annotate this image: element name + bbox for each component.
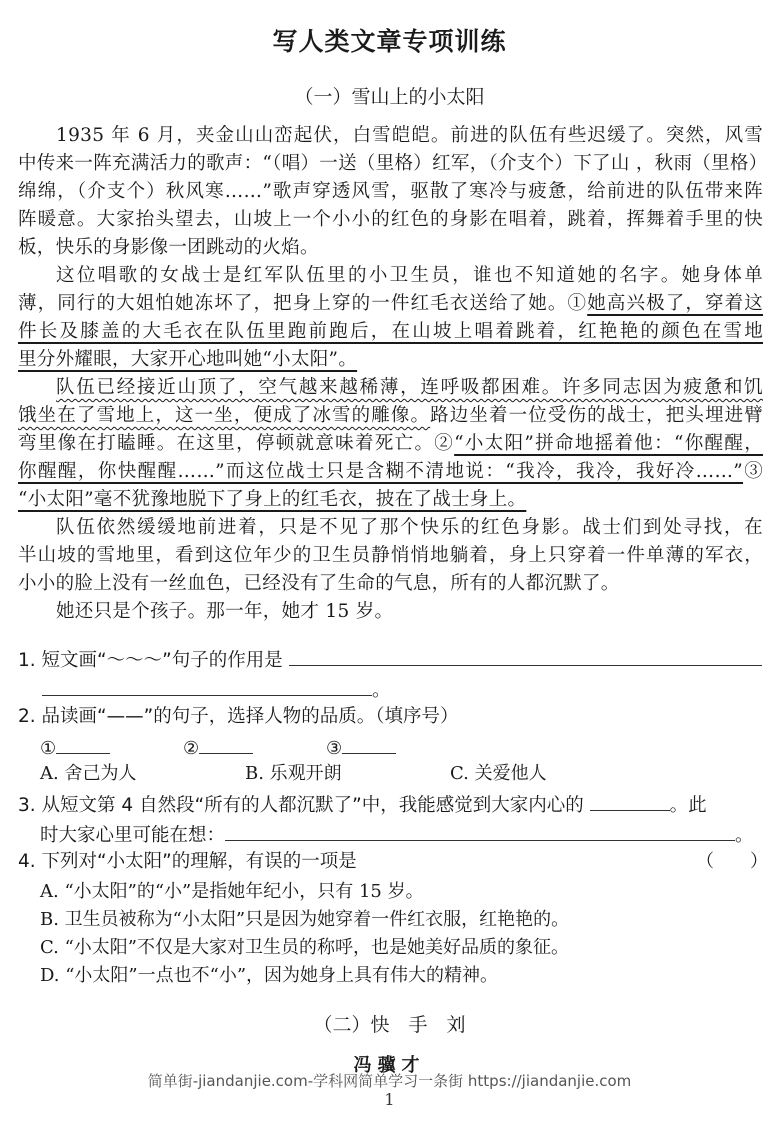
- blank-label: ②: [183, 738, 200, 759]
- blank-1: [40, 735, 110, 761]
- blank-3: [326, 735, 396, 761]
- passage-p4-line3: 小小的脸上没有一丝血色，已经没有了生命的气息，所有的人都沉默了。: [18, 573, 620, 594]
- blank-label: ③: [326, 738, 343, 759]
- watermark: 简单街-jiandanjie.com-学科网简单学习一条街 https://jiandanjie.com: [147, 1072, 632, 1090]
- passage-p3-line2: [18, 404, 763, 428]
- option-a: A. “小太阳”的“小”是指她年纪小，只有 15 岁。: [40, 881, 424, 902]
- question-1-cont: [18, 677, 763, 703]
- section-1-title: （一）雪山上的小太阳: [294, 86, 485, 108]
- answer-blank[interactable]: [342, 735, 396, 754]
- answer-blank[interactable]: [590, 792, 670, 811]
- question-text: 下列对“小太阳”的理解，有误的一项是: [41, 851, 357, 872]
- answer-blank[interactable]: [225, 822, 735, 841]
- question-text: 从短文第 4 自然段“所有的人都沉默了”中，我能感觉到大家内心的: [41, 795, 584, 816]
- passage-p3-line3: [18, 432, 763, 456]
- question-number: 3.: [18, 795, 36, 816]
- passage-p1-line4: 阵暖意。大家抬头望去，山坡上一个小小的红色的身影在唱着，跳着，挥舞着手里的快: [18, 209, 763, 230]
- option-b: B. 卫生员被称为“小太阳”只是因为她穿着一件红衣服，红艳艳的。: [40, 909, 570, 930]
- passage-p2-line1: 这位唱歌的女战士是红军队伍里的小卫生员，谁也不知道她的名字。她身体单: [56, 265, 763, 286]
- question-text: 。此: [669, 795, 707, 816]
- question-3: [18, 792, 763, 818]
- marker-3: ③: [743, 461, 763, 482]
- passage-p1-line3: 绵绵，（介支个）秋风寒……”歌声穿透风雪，驱散了寒冷与疲惫，给前进的队伍带来阵: [18, 181, 763, 202]
- passage-p2-line3: [18, 320, 763, 344]
- answer-blank[interactable]: [42, 677, 372, 696]
- option-d: D. “小太阳”一点也不“小”，因为她身上具有伟大的精神。: [40, 965, 499, 986]
- question-number: 2.: [18, 706, 36, 727]
- blank-label: ①: [40, 738, 57, 759]
- author: 冯骥才: [353, 1055, 426, 1076]
- question-text: 品读画“——”的句子，选择人物的品质。（填序号）: [41, 706, 459, 727]
- underlined-sentence-3: “小太阳”毫不犹豫地脱下了身上的红毛衣，披在了战士身上。: [18, 489, 527, 510]
- blank-2: [183, 735, 253, 761]
- page-title: 写人类文章专项训练: [272, 27, 507, 56]
- section-2-title: （二）快 手 刘: [313, 1014, 466, 1036]
- passage-text: 路边坐着一位受伤的战士，把头埋进臂: [430, 405, 763, 426]
- underlined-sentence-1: 里分外耀眼，大家开心地叫她“小太阳”。: [18, 349, 358, 370]
- answer-blank[interactable]: [289, 647, 762, 666]
- passage-p1-line2: 中传来一阵充满活力的歌声：“（唱）一送（里格）红军，（介支个）下了山 ，秋雨（里格）: [18, 153, 768, 174]
- passage-p3-line4: [18, 460, 763, 484]
- passage-text: 弯里像在打瞌睡。在这里，停顿就意味着死亡。②: [18, 433, 455, 454]
- wavy-sentence: 饿坐在了雪地上，这一坐，便成了冰雪的雕像。: [18, 405, 431, 426]
- question-3-cont: [40, 822, 779, 848]
- passage-p2-line4: [18, 348, 763, 372]
- question-text: 时大家心里可能在想：: [40, 825, 226, 846]
- option-b: B. 乐观开朗: [245, 763, 342, 784]
- period: 。: [372, 680, 391, 701]
- passage-p1-line1: 1935 年 6 月，夹金山山峦起伏，白雪皑皑。前进的队伍有些迟缓了。突然，风雪: [56, 125, 763, 146]
- passage-p1-line5: 板，快乐的身影像一团跳动的火焰。: [18, 237, 319, 258]
- passage-p5: 她还只是个孩子。那一年，她才 15 岁。: [56, 601, 394, 622]
- question-1: [18, 647, 763, 673]
- option-c: C. “小太阳”不仅是大家对卫生员的称呼，也是她美好品质的象征。: [40, 937, 569, 958]
- passage-p3-line5: [18, 488, 763, 512]
- answer-blank[interactable]: [199, 735, 253, 754]
- passage-text: 薄，同行的大姐怕她冻坏了，把身上穿的一件红毛衣送给了她。①: [18, 293, 588, 314]
- period: 。: [735, 825, 754, 846]
- question-4: [18, 850, 763, 874]
- answer-blank[interactable]: [56, 735, 110, 754]
- underlined-sentence-1: 件长及膝盖的大毛衣在队伍里跑前跑后，在山坡上唱着跳着，红艳艳的颜色在雪地: [18, 321, 763, 342]
- passage-p3-line1: [18, 376, 763, 400]
- passage-p2-line2: [18, 292, 763, 316]
- option-c: C. 关爱他人: [450, 763, 547, 784]
- page-number: 1: [384, 1090, 395, 1109]
- passage-p4-line1: 队伍依然缓缓地前进着，只是不见了那个快乐的红色身影。战士们到处寻找，在: [56, 517, 763, 538]
- answer-bracket[interactable]: （ ）: [696, 851, 768, 872]
- underlined-sentence-2: 你醒醒，你快醒醒……”而这位战士只是含糊不清地说：“我冷，我冷，我好冷……”: [18, 461, 744, 482]
- underlined-sentence-2: “小太阳”拼命地摇着他：“你醒醒，: [454, 433, 763, 454]
- underlined-sentence-1: 她高兴极了，穿着这: [587, 293, 764, 314]
- option-a: A. 舍己为人: [40, 763, 137, 784]
- question-number: 4.: [18, 851, 36, 872]
- question-2: [18, 705, 763, 729]
- wavy-sentence: 队伍已经接近山顶了，空气越来越稀薄，连呼吸都困难。许多同志因为疲惫和饥: [56, 377, 763, 398]
- question-text: 短文画“～～～”句子的作用是: [41, 650, 283, 671]
- passage-p4-line2: 半山坡的雪地里，看到这位年少的卫生员静悄悄地躺着，身上只穿着一件单薄的军衣，: [18, 545, 763, 566]
- question-number: 1.: [18, 650, 36, 671]
